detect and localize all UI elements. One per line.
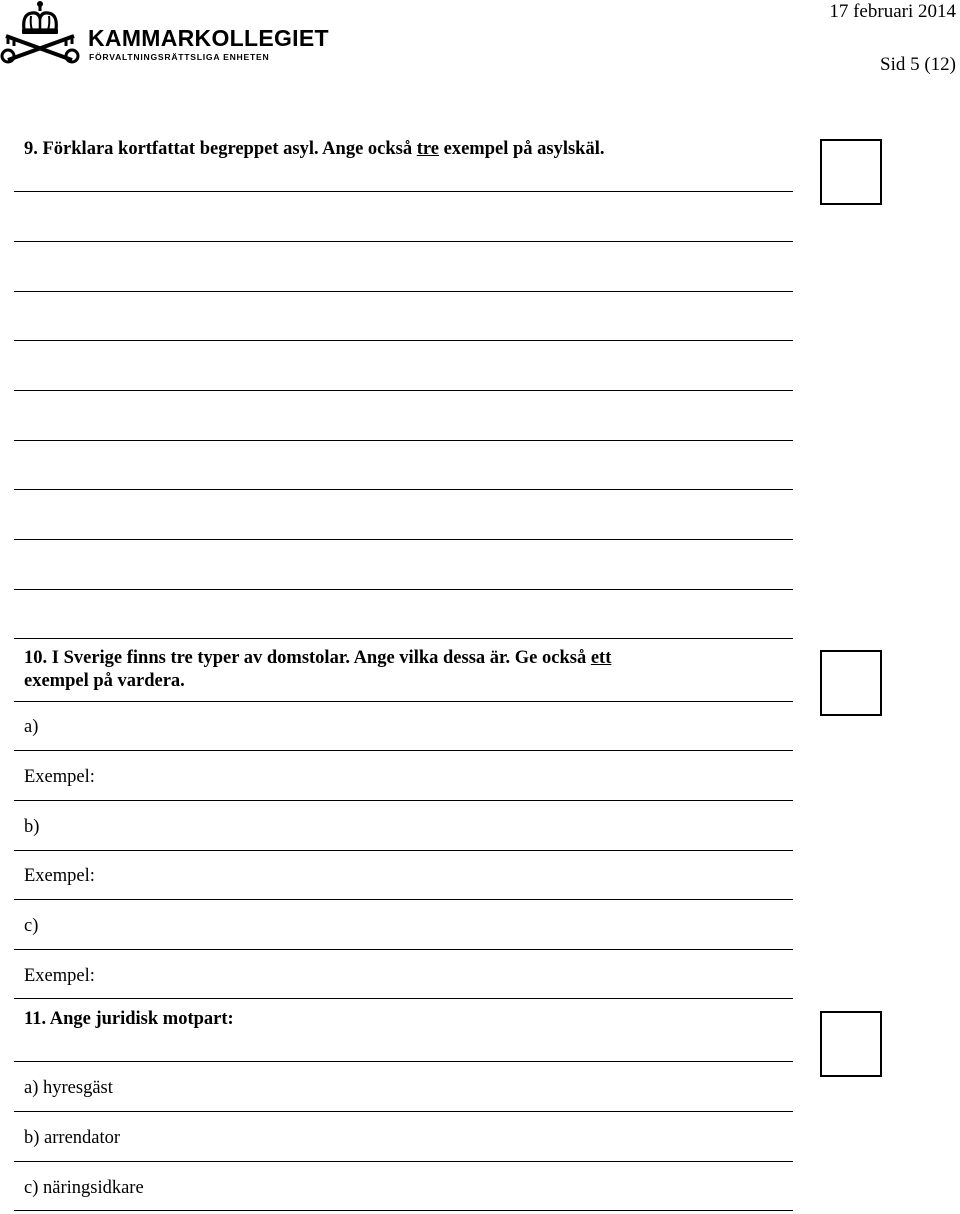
q10-label-a: a) [24,717,39,737]
q11-option-c: c) näringsidkare [24,1178,144,1198]
q9-answer-line[interactable] [14,241,793,242]
q11-score-box[interactable] [820,1011,882,1077]
q9-underlined-word: tre [416,139,439,159]
q11-answer-line[interactable] [14,1161,793,1162]
page-number: Sid 5 (12) [880,54,956,75]
q9-answer-line[interactable] [14,291,793,292]
q9-answer-line[interactable] [14,440,793,441]
q10-underlined-word: ett [590,648,612,668]
q10-answer-line[interactable] [14,750,793,751]
q10-answer-line[interactable] [14,949,793,950]
q11-answer-line[interactable] [14,1210,793,1211]
q10-label-c-example: Exempel: [24,966,95,986]
question-10-line-2: exempel på vardera. [24,671,185,691]
q10-answer-line[interactable] [14,701,793,702]
q11-option-b: b) arrendator [24,1128,121,1148]
q9-answer-line[interactable] [14,489,793,490]
org-name: KAMMARKOLLEGIET [88,25,329,51]
q10-answer-line[interactable] [14,899,793,900]
section-divider [14,638,793,639]
q10-answer-line[interactable] [14,800,793,801]
q9-text-end: exempel på asylskäl. [439,139,605,159]
q11-answer-line[interactable] [14,1111,793,1112]
q9-answer-line[interactable] [14,539,793,540]
question-11-text: 11. Ange juridisk motpart: [24,1009,234,1029]
q10-label-c: c) [24,916,39,936]
q10-label-b-example: Exempel: [24,866,95,886]
q9-answer-line[interactable] [14,340,793,341]
q9-text-start: 9. Förklara kortfattat begreppet asyl. Ange också [24,139,417,159]
q10-label-b: b) [24,817,40,837]
org-subtitle: FÖRVALTNINGSRÄTTSLIGA ENHETEN [89,52,270,62]
q11-option-a: a) hyresgäst [24,1078,113,1098]
crown-keys-logo-icon [0,0,82,66]
q9-answer-line[interactable] [14,589,793,590]
q10-text-start: 10. I Sverige finns tre typer av domstolar. Ange vilka dessa är. Ge också [24,648,591,668]
q11-answer-line[interactable] [14,1061,793,1062]
question-10-line-1 [24,647,611,670]
section-divider [14,998,793,999]
document-date: 17 februari 2014 [829,1,956,22]
q10-label-a-example: Exempel: [24,767,95,787]
q9-answer-line[interactable] [14,390,793,391]
q9-answer-line[interactable] [14,191,793,192]
question-9-text [24,138,604,161]
q10-score-box[interactable] [820,650,882,716]
q9-score-box[interactable] [820,139,882,205]
q10-answer-line[interactable] [14,850,793,851]
